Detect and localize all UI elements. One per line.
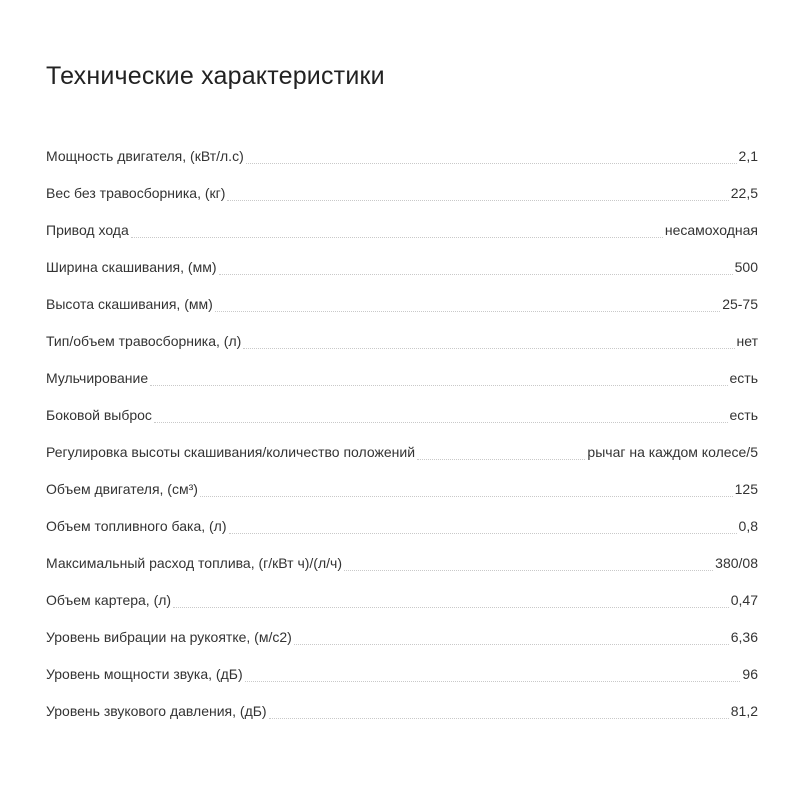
spec-label: Уровень вибрации на рукоятке, (м/с2) xyxy=(46,629,292,645)
dotted-leader xyxy=(417,458,585,460)
spec-value: 0,8 xyxy=(738,518,758,534)
spec-label: Объем двигателя, (см³) xyxy=(46,481,198,497)
spec-label: Мульчирование xyxy=(46,370,149,386)
spec-list xyxy=(46,131,758,723)
dotted-leader xyxy=(269,717,729,719)
spec-label: Тип/объем травосборника, (л) xyxy=(46,333,242,349)
spec-row-weight xyxy=(46,168,758,205)
dotted-leader xyxy=(150,384,727,386)
dotted-leader xyxy=(131,236,663,238)
spec-value: 125 xyxy=(734,481,758,497)
spec-value: 81,2 xyxy=(730,703,758,719)
spec-label: Мощность двигателя, (кВт/л.с) xyxy=(46,148,244,164)
spec-label: Ширина скашивания, (мм) xyxy=(46,259,217,275)
spec-value: 22,5 xyxy=(730,185,758,201)
page-title: Технические характеристики xyxy=(46,62,385,90)
spec-value: 25-75 xyxy=(722,296,758,312)
spec-label: Уровень мощности звука, (дБ) xyxy=(46,666,243,682)
dotted-leader xyxy=(154,421,728,423)
spec-row-engine-displacement xyxy=(46,464,758,501)
spec-row-drive xyxy=(46,205,758,242)
dotted-leader xyxy=(219,273,733,275)
spec-value: рычаг на каждом колесе/5 xyxy=(587,444,758,460)
spec-row-vibration xyxy=(46,612,758,649)
spec-row-mulching xyxy=(46,353,758,390)
spec-value: 380/08 xyxy=(715,555,758,571)
spec-value: нет xyxy=(736,333,758,349)
spec-row-height-adjustment xyxy=(46,427,758,464)
spec-label: Уровень звукового давления, (дБ) xyxy=(46,703,267,719)
spec-row-fuel-consumption xyxy=(46,538,758,575)
dotted-leader xyxy=(344,569,713,571)
spec-row-fuel-tank xyxy=(46,501,758,538)
dotted-leader xyxy=(245,680,741,682)
spec-label: Максимальный расход топлива, (г/кВт ч)/(л/ч) xyxy=(46,555,342,571)
spec-value: есть xyxy=(729,370,758,386)
dotted-leader xyxy=(215,310,720,312)
spec-row-cutting-width xyxy=(46,242,758,279)
spec-value: есть xyxy=(729,407,758,423)
dotted-leader xyxy=(227,199,728,201)
spec-row-side-discharge xyxy=(46,390,758,427)
dotted-leader xyxy=(173,606,729,608)
spec-row-engine-power xyxy=(46,131,758,168)
spec-label: Регулировка высоты скашивания/количество положений xyxy=(46,444,416,460)
spec-row-cutting-height xyxy=(46,279,758,316)
spec-row-sound-power xyxy=(46,649,758,686)
spec-value: 6,36 xyxy=(730,629,758,645)
spec-value: 2,1 xyxy=(738,148,758,164)
dotted-leader xyxy=(229,532,737,534)
spec-value: 0,47 xyxy=(730,592,758,608)
spec-label: Боковой выброс xyxy=(46,407,152,423)
dotted-leader xyxy=(200,495,733,497)
spec-value: 96 xyxy=(742,666,758,682)
spec-label: Объем картера, (л) xyxy=(46,592,172,608)
spec-label: Высота скашивания, (мм) xyxy=(46,296,213,312)
spec-row-sound-pressure xyxy=(46,686,758,723)
dotted-leader xyxy=(294,643,729,645)
spec-label: Объем топливного бака, (л) xyxy=(46,518,227,534)
spec-row-crankcase xyxy=(46,575,758,612)
dotted-leader xyxy=(246,162,737,164)
spec-label: Привод хода xyxy=(46,222,129,238)
dotted-leader xyxy=(243,347,734,349)
spec-label: Вес без травосборника, (кг) xyxy=(46,185,226,201)
spec-value: 500 xyxy=(734,259,758,275)
spec-row-grass-catcher xyxy=(46,316,758,353)
spec-value: несамоходная xyxy=(664,222,758,238)
